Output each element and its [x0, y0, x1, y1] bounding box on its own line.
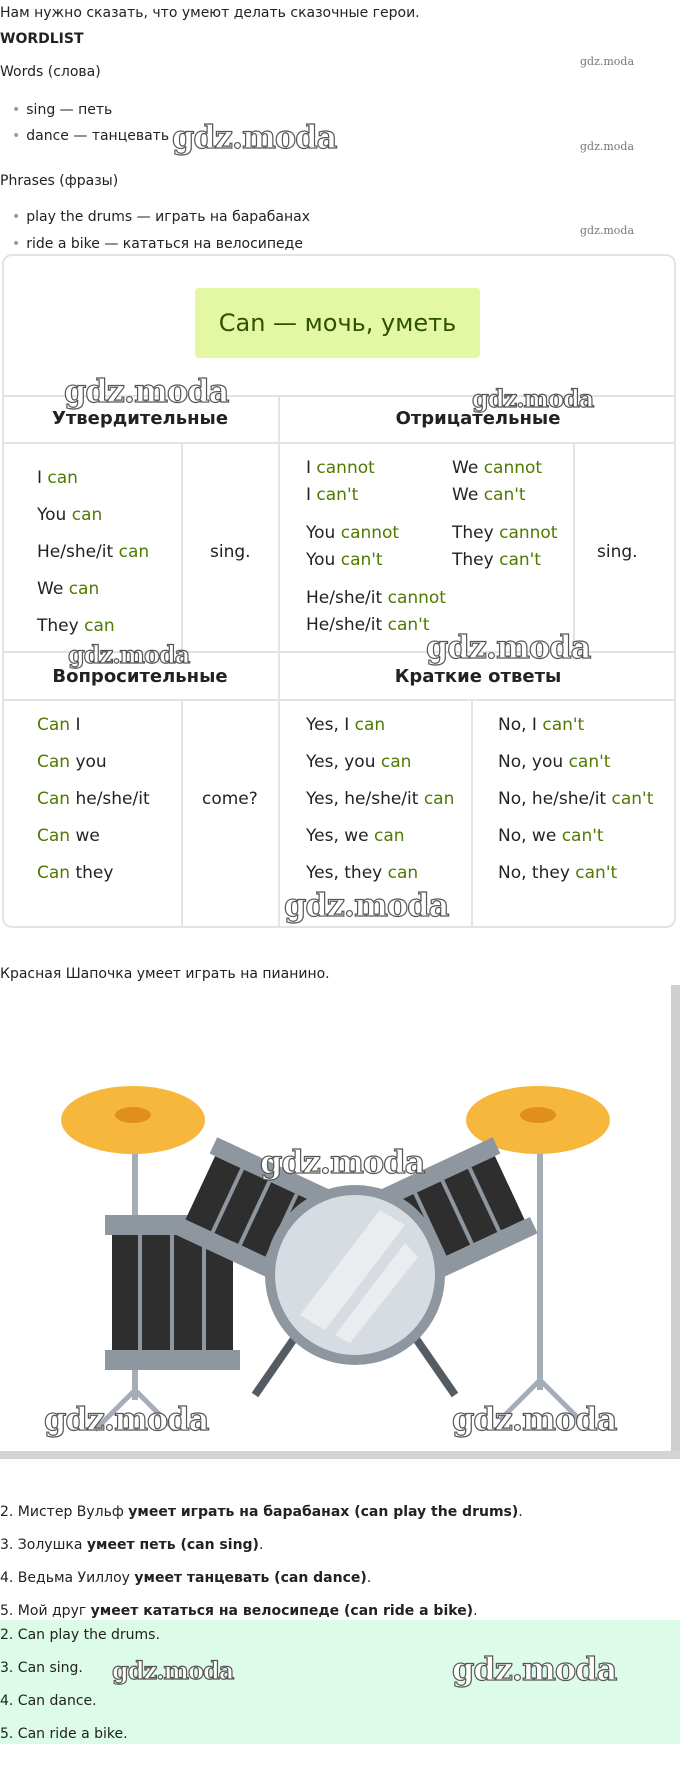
- affirmative-row: We can: [37, 579, 100, 599]
- drum-kit-illustration: [0, 985, 680, 1463]
- wordlist-title: WORDLIST: [0, 31, 84, 47]
- short-yes-row: Yes, we can: [306, 826, 405, 846]
- negative-main-verb: sing.: [597, 542, 638, 562]
- short-answer: 3. Can sing.: [0, 1660, 83, 1676]
- watermark: gdz.moda: [284, 886, 449, 924]
- affirmative-row: He/she/it can: [37, 542, 150, 562]
- negative-row: We can't: [452, 485, 526, 505]
- affirmative-header: Утвердительные: [51, 408, 229, 429]
- short-no-row: No, you can't: [498, 752, 611, 772]
- negative-row: He/she/it can't: [306, 615, 430, 635]
- question-row: Can we: [37, 826, 100, 846]
- can-badge: Can — мочь, уметь: [195, 288, 480, 358]
- question-row: Can he/she/it: [37, 789, 150, 809]
- question-header: Вопросительные: [52, 666, 228, 687]
- watermark: gdz.moda: [580, 224, 635, 237]
- watermark: gdz.moda: [260, 1143, 425, 1181]
- watermark: gdz.moda: [452, 1650, 617, 1688]
- answer-sentence: 4. Ведьма Уиллоу умеет танцевать (can dance).: [0, 1570, 372, 1586]
- affirmative-main-verb: sing.: [210, 542, 251, 562]
- short-no-row: No, he/she/it can't: [498, 789, 654, 809]
- short-answer: 5. Can ride a bike.: [0, 1726, 128, 1742]
- affirmative-row: I can: [37, 468, 78, 488]
- watermark: gdz.moda: [580, 140, 635, 153]
- watermark: gdz.moda: [580, 55, 635, 68]
- short-no-row: No, I can't: [498, 715, 585, 735]
- answer-sentence: 2. Мистер Вульф умеет играть на барабанах (can play the drums).: [0, 1504, 523, 1520]
- watermark: gdz.moda: [68, 640, 190, 669]
- short-yes-row: Yes, he/she/it can: [306, 789, 455, 809]
- watermark: gdz.moda: [112, 1656, 234, 1685]
- question-row: Can you: [37, 752, 107, 772]
- short-yes-row: Yes, I can: [306, 715, 386, 735]
- watermark: gdz.moda: [44, 1400, 209, 1438]
- short-answer: 4. Can dance.: [0, 1693, 97, 1709]
- watermark: gdz.moda: [472, 384, 594, 413]
- intro-text: Нам нужно сказать, что умеют делать сказочные герои.: [0, 5, 420, 21]
- short-answers-header: Краткие ответы: [394, 666, 562, 687]
- watermark: gdz.moda: [172, 118, 337, 156]
- phrase-item: • play the drums — играть на барабанах: [12, 209, 310, 225]
- question-row: Can I: [37, 715, 81, 735]
- negative-row: You cannot: [306, 523, 400, 543]
- affirmative-row: You can: [37, 505, 103, 525]
- watermark: gdz.moda: [64, 372, 229, 410]
- question-main-verb: come?: [202, 789, 258, 809]
- example-sentence: Красная Шапочка умеет играть на пианино.: [0, 966, 330, 982]
- negative-row: I cannot: [306, 458, 375, 478]
- phrases-heading: Phrases (фразы): [0, 173, 119, 189]
- words-heading: Words (слова): [0, 64, 101, 80]
- negative-row: They can't: [452, 550, 541, 570]
- negative-row: I can't: [306, 485, 359, 505]
- phrase-item: • ride a bike — кататься на велосипеде: [12, 236, 303, 252]
- short-no-row: No, we can't: [498, 826, 604, 846]
- word-item: • dance — танцевать: [12, 128, 170, 144]
- negative-header: Отрицательные: [395, 408, 561, 429]
- question-row: Can they: [37, 863, 114, 883]
- negative-row: We cannot: [452, 458, 543, 478]
- answer-sentence: 3. Золушка умеет петь (can sing).: [0, 1537, 264, 1553]
- short-no-row: No, they can't: [498, 863, 618, 883]
- short-answer: 2. Can play the drums.: [0, 1627, 160, 1643]
- watermark: gdz.moda: [452, 1400, 617, 1438]
- negative-row: They cannot: [452, 523, 558, 543]
- short-yes-row: Yes, you can: [306, 752, 412, 772]
- negative-row: He/she/it cannot: [306, 588, 446, 608]
- short-yes-row: Yes, they can: [306, 863, 419, 883]
- watermark: gdz.moda: [426, 628, 591, 666]
- negative-row: You can't: [306, 550, 383, 570]
- answer-sentence: 5. Мой друг умеет кататься на велосипеде (can ride a bike).: [0, 1603, 478, 1619]
- word-item: • sing — петь: [12, 102, 113, 118]
- affirmative-row: They can: [37, 616, 115, 636]
